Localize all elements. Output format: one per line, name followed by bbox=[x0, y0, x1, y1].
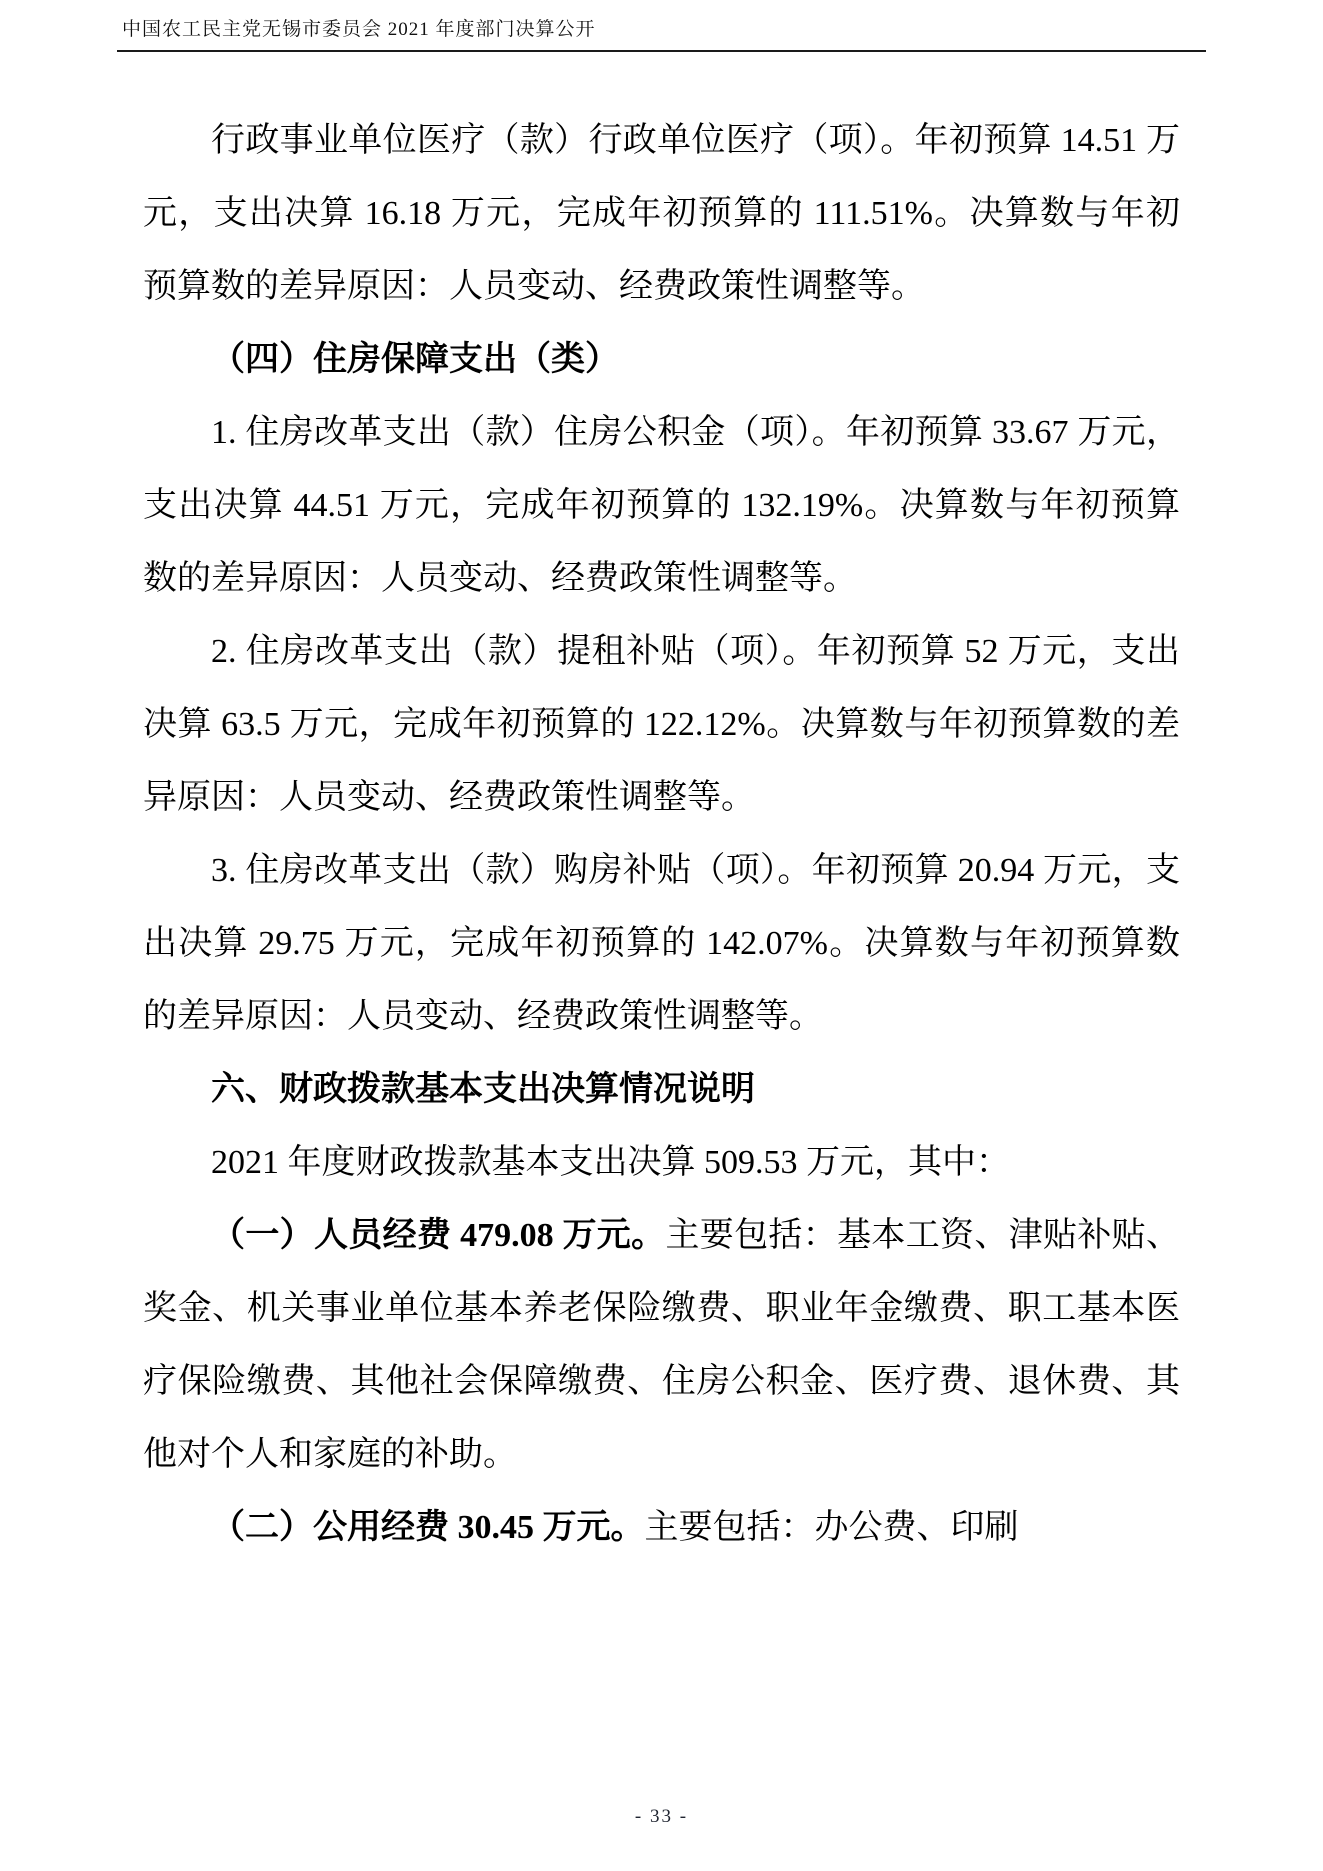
paragraph bbox=[143, 1491, 1180, 1564]
document-body bbox=[143, 104, 1180, 1564]
page-header bbox=[117, 14, 1206, 52]
text-segment: （四）住房保障支出（类） bbox=[211, 341, 619, 378]
paragraph bbox=[143, 834, 1180, 1053]
text-segment: 主要包括：基本工资、津贴补贴、奖金、机关事业单位基本养老保险缴费、职业年金缴费、职工基本医疗保险缴费、其他社会保障缴费、住房公积金、医疗费、退休费、其他对个人和家庭的补助。 bbox=[143, 1217, 1181, 1473]
text-segment: 3. 住房改革支出（款）购房补贴（项）。年初预算 20.94 万元，支出决算 29.75 万元，完成年初预算的 142.07%。决算数与年初预算数的差异原因：人员变动、经费政策性调整等。 bbox=[143, 852, 1180, 1035]
paragraph bbox=[143, 615, 1180, 834]
text-segment: 2. 住房改革支出（款）提租补贴（项）。年初预算 52 万元，支出决算 63.5 万元，完成年初预算的 122.12%。决算数与年初预算数的差异原因：人员变动、经费政策性调整等。 bbox=[143, 633, 1180, 816]
paragraph bbox=[143, 104, 1180, 323]
paragraph bbox=[143, 1126, 1180, 1199]
section-heading bbox=[143, 1053, 1180, 1126]
text-segment: 主要包括：办公费、印刷 bbox=[644, 1509, 1019, 1546]
text-segment: 1. 住房改革支出（款）住房公积金（项）。年初预算 33.67 万元，支出决算 44.51 万元，完成年初预算的 132.19%。决算数与年初预算数的差异原因：人员变动、经费政策性调整等。 bbox=[143, 414, 1180, 597]
page-number: - 33 - bbox=[634, 1806, 689, 1827]
text-segment: 2021 年度财政拨款基本支出决算 509.53 万元，其中： bbox=[211, 1144, 1010, 1181]
text-segment: 行政事业单位医疗（款）行政单位医疗（项）。年初预算 14.51 万元，支出决算 16.18 万元，完成年初预算的 111.51%。决算数与年初预算数的差异原因：人员变动、经费政策性调整等。 bbox=[143, 122, 1180, 305]
text-segment: （一）人员经费 479.08 万元。 bbox=[211, 1217, 666, 1254]
paragraph bbox=[143, 396, 1180, 615]
header-title: 中国农工民主党无锡市委员会 2021 年度部门决算公开 bbox=[122, 19, 596, 40]
text-segment: 六、财政拨款基本支出决算情况说明 bbox=[211, 1071, 755, 1108]
paragraph bbox=[143, 1199, 1180, 1491]
section-heading bbox=[143, 323, 1180, 396]
page-footer bbox=[0, 1806, 1323, 1828]
text-segment: （二）公用经费 30.45 万元。 bbox=[211, 1509, 645, 1546]
